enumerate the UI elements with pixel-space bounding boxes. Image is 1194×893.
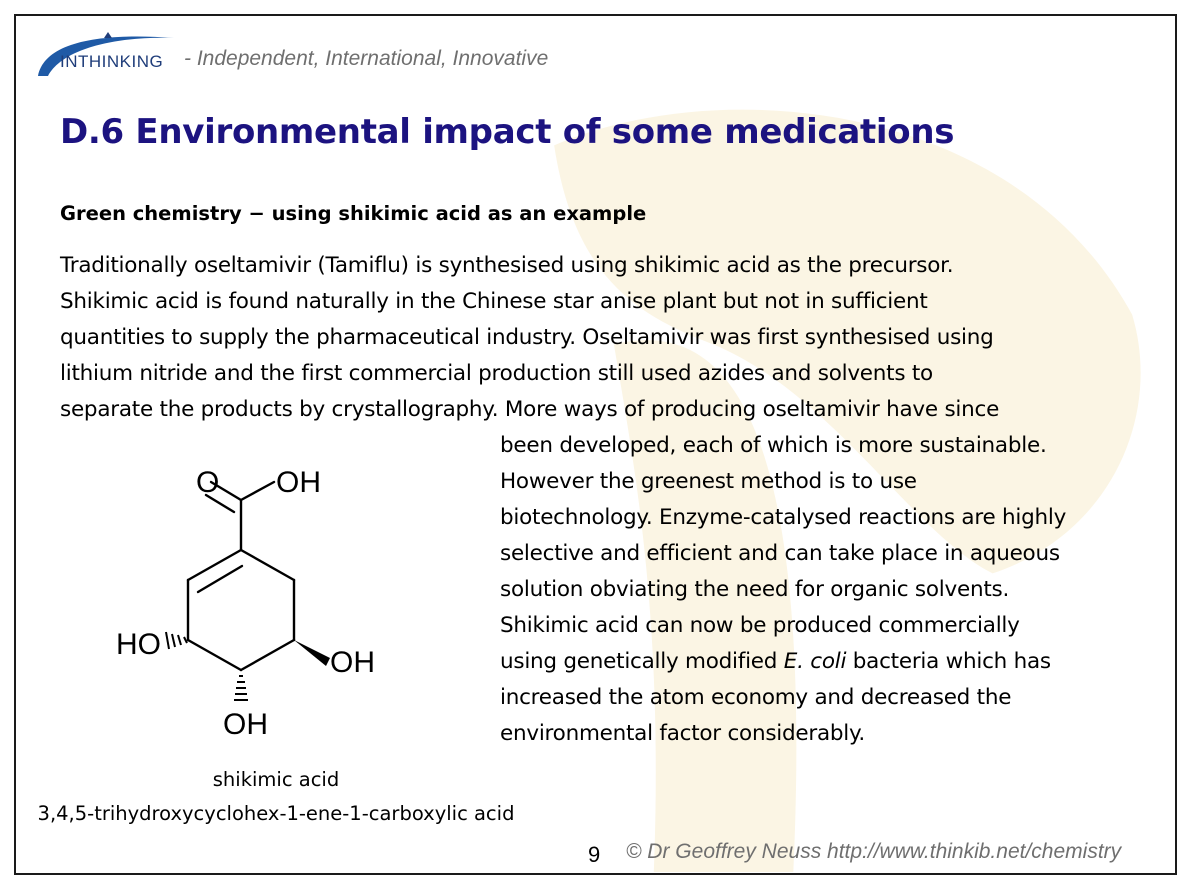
- copyright-footer: © Dr Geoffrey Neuss http://www.thinkib.net/chemistry: [626, 840, 1122, 863]
- atom-label-bottom-oh: OH: [223, 708, 268, 741]
- structure-caption-name: shikimic acid: [212, 768, 340, 791]
- paragraph-line: been developed, each of which is more sustainable.: [500, 433, 1047, 458]
- tagline: - Independent, International, Innovative: [184, 47, 549, 70]
- atom-label-acid-oh: OH: [276, 466, 321, 499]
- atom-label-o: O: [196, 466, 220, 499]
- page-title: D.6 Environmental impact of some medications: [60, 112, 955, 152]
- section-subtitle: Green chemistry − using shikimic acid as an example: [60, 202, 647, 225]
- paragraph-line: Shikimic acid is found naturally in the Chinese star anise plant but not in sufficient: [60, 289, 928, 314]
- atom-label-right-oh: OH: [330, 646, 375, 679]
- paragraph-line: separate the products by crystallography. More ways of producing oseltamivir have since: [60, 397, 1000, 422]
- ecoli-after: bacteria which has: [846, 649, 1051, 674]
- atom-label-left-ho: HO: [116, 628, 161, 661]
- ecoli-italic: E. coli: [783, 649, 847, 674]
- slide: [14, 14, 1177, 875]
- paragraph-continued: [500, 428, 1066, 752]
- paragraph-line: biotechnology. Enzyme-catalysed reactions are highly: [500, 505, 1067, 530]
- paragraph-intro: [60, 248, 999, 428]
- paragraph-line: selective and efficient and can take place in aqueous: [500, 541, 1060, 566]
- paragraph-line: Shikimic acid can now be produced commercially: [500, 613, 1020, 638]
- paragraph-line: quantities to supply the pharmaceutical industry. Oseltamivir was first synthesised using: [60, 325, 994, 350]
- paragraph-line: However the greenest method is to use: [500, 469, 917, 494]
- ecoli-before: using genetically modified: [500, 649, 784, 674]
- paragraph-line: Traditionally oseltamivir (Tamiflu) is synthesised using shikimic acid as the precursor.: [60, 253, 954, 278]
- page-number: 9: [588, 842, 601, 867]
- paragraph-line: solution obviating the need for organic solvents.: [500, 577, 1010, 602]
- structure-caption-iupac: 3,4,5-trihydroxycyclohex-1-ene-1-carboxylic acid: [37, 802, 515, 825]
- logo-text: INTHINKING: [60, 52, 164, 71]
- shikimic-acid-structure: [86, 444, 426, 764]
- paragraph-line: lithium nitride and the first commercial production still used azides and solvents to: [60, 361, 933, 386]
- paragraph-line: environmental factor considerably.: [500, 721, 866, 746]
- paragraph-line-ecoli: [500, 644, 1066, 680]
- paragraph-line: increased the atom economy and decreased the: [500, 685, 1012, 710]
